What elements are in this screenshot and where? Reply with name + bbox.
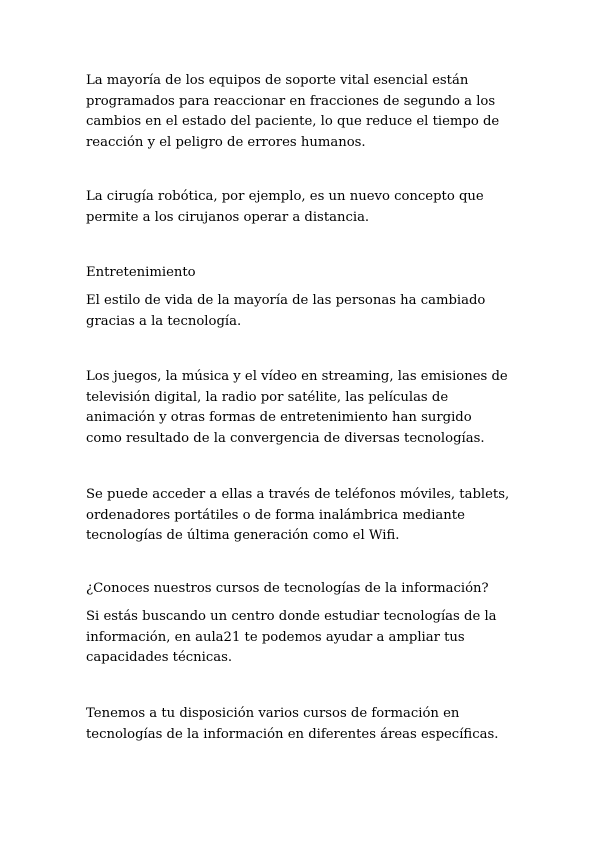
section-heading-entertainment: Entretenimiento: [86, 265, 196, 280]
paragraph-access-devices: Se puede acceder a ellas a través de teléfonos móviles, tablets, ordenadores portátiles o de forma inalámbrica mediante tecnologías de última generación como el Wifi.: [86, 487, 510, 544]
paragraph-lifestyle: El estilo de vida de la mayoría de las personas ha cambiado gracias a la tecnología.: [86, 293, 486, 329]
paragraph-aula21: Si estás buscando un centro donde estudiar tecnologías de la información, en aula21 te podemos ayudar a ampliar tus capacidades técnicas.: [86, 609, 497, 666]
section-heading-courses: ¿Conoces nuestros cursos de tecnologías de la información?: [86, 581, 489, 596]
paragraph-robotic-surgery: La cirugía robótica, por ejemplo, es un nuevo concepto que permite a los cirujanos operar a distancia.: [86, 189, 484, 225]
paragraph-life-support: La mayoría de los equipos de soporte vital esencial están programados para reaccionar en fracciones de segundo a los cambios en el estado del paciente, lo que reduce el tiempo de reacción y el peligro de errores humanos.: [86, 73, 500, 151]
paragraph-entertainment-forms: Los juegos, la música y el vídeo en streaming, las emisiones de televisión digital, la radio por satélite, las películas de animación y otras formas de entretenimiento han surgido como resultado de la convergencia de diversas tecnologías.: [86, 369, 508, 447]
paragraph-training-courses: Tenemos a tu disposición varios cursos de formación en tecnologías de la información en diferentes áreas específicas.: [86, 706, 499, 742]
